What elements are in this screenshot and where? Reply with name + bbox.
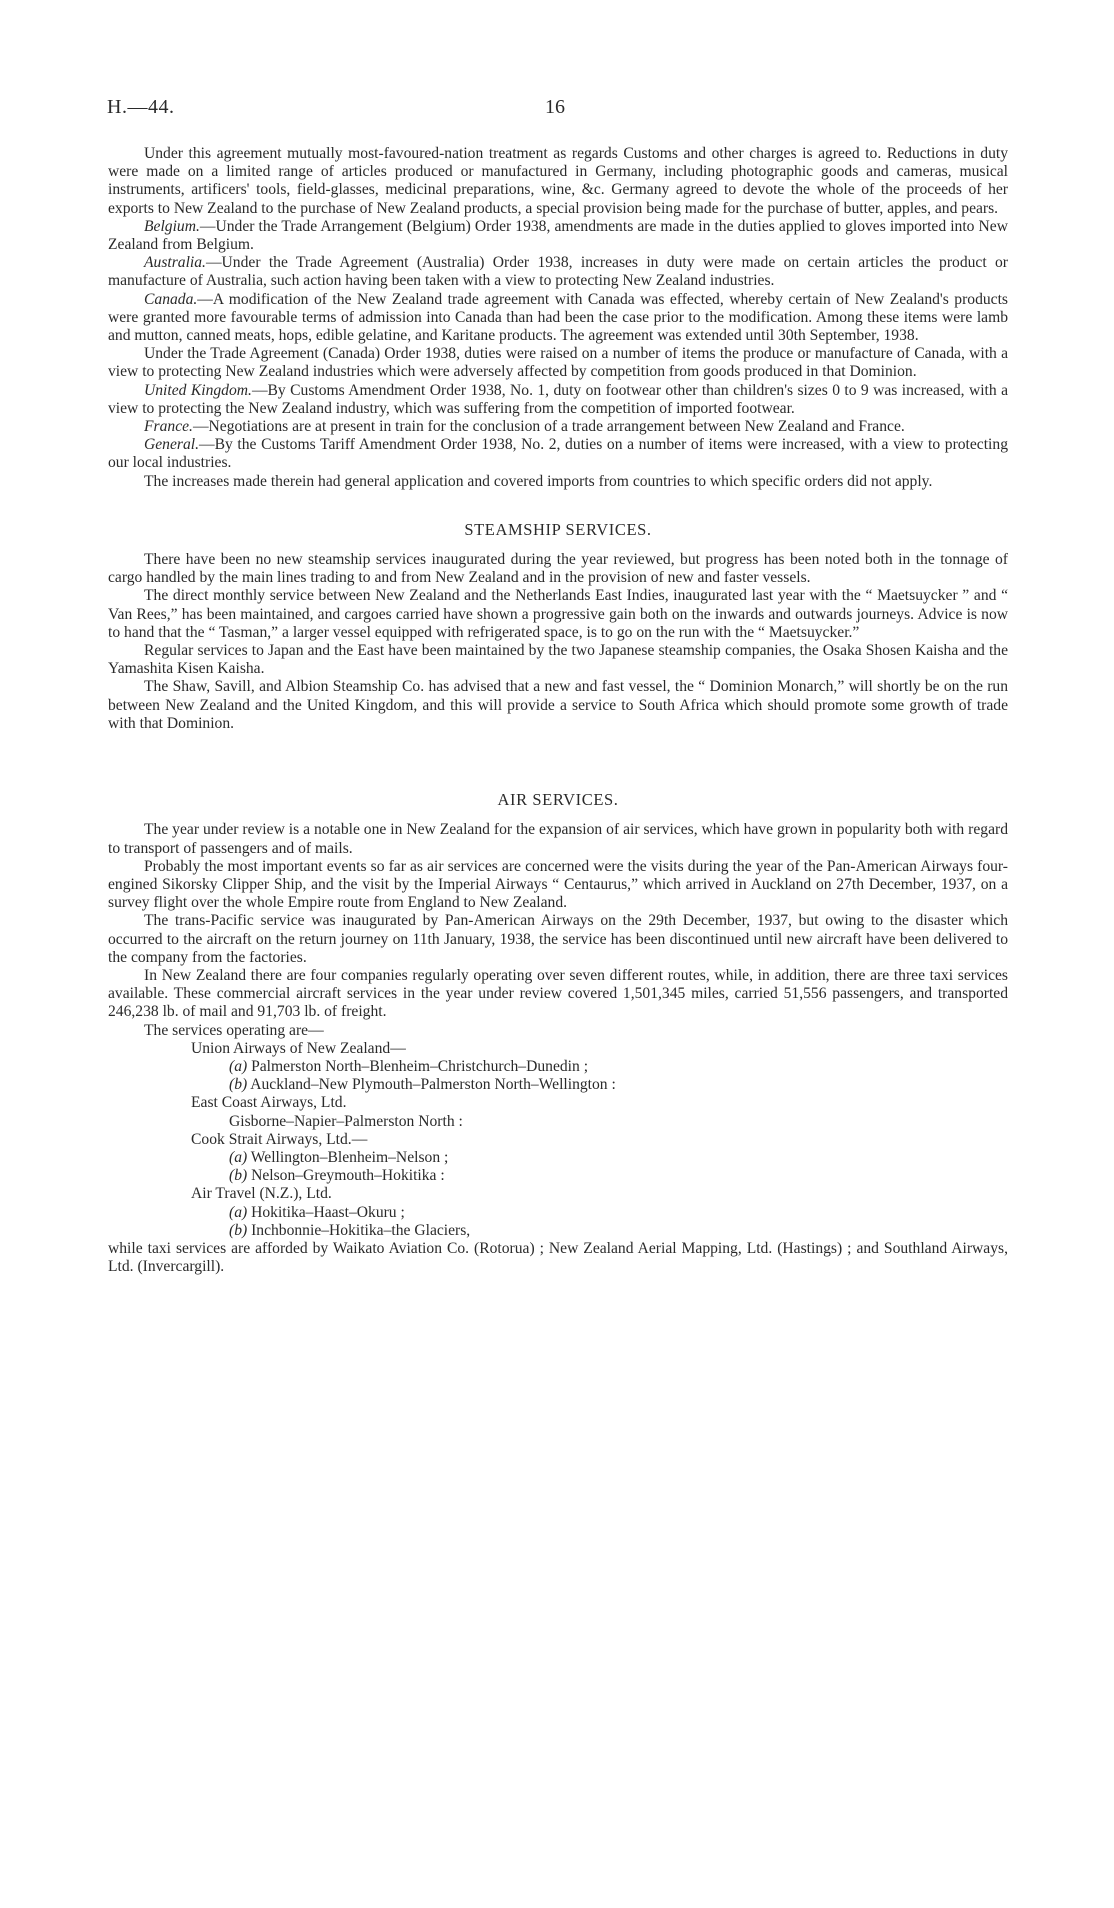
paragraph-canada [108, 291, 1008, 346]
route-item [108, 1204, 1008, 1222]
paragraph-australia [108, 254, 1008, 290]
paragraph-air-5: The services operating are— [144, 1021, 324, 1039]
route-text: Inchbonnie–Hokitika–the Glaciers, [247, 1221, 471, 1239]
route-text: Gisborne–Napier–Palmerston North : [229, 1112, 463, 1130]
route-item [108, 1149, 1008, 1167]
route-text: Nelson–Greymouth–Hokitika : [247, 1167, 445, 1185]
route-label: (b) [229, 1167, 248, 1185]
paragraph-air-4: In New Zealand there are four companies regularly operating over seven different routes, while, in addition, there are three taxi services available. These commercial aircraft services in the year under review covered 1,501,345 miles, carried 51,556 passengers, and transported 246,238 lb. of mail and 91,703 lb. of freight. [108, 966, 1008, 1021]
general-text: —By the Customs Tariff Amendment Order 1938, No. 2, duties on a number of items were increased, with a view to protecting our local industries. [108, 436, 1008, 472]
paragraph-belgium [108, 218, 1008, 254]
paragraph-general-increases: The increases made therein had general application and covered imports from countries to which specific orders did not apply. [144, 472, 933, 490]
route-label: (a) [229, 1203, 248, 1221]
route-item [108, 1113, 1008, 1131]
belgium-text: —Under the Trade Arrangement (Belgium) Order 1938, amendments are made in the duties applied to gloves imported into New Zealand from Belgium. [108, 217, 1008, 254]
paragraph-united-kingdom [108, 382, 1008, 418]
france-text: —Negotiations are at present in train for the conclusion of a trade arrangement between New Zealand and France. [192, 418, 905, 436]
section-heading-air: AIR SERVICES. [497, 790, 619, 810]
route-item [108, 1076, 1008, 1094]
france-heading: France. [144, 418, 193, 436]
canada-text: —A modification of the New Zealand trade agreement with Canada was effected, whereby certain of New Zealand's products were granted more favourable terms of admission into Canada than had been the case prior to the modification. Among these items were lamb and mutton, canned meats, hops, edible gelatine, and Karitane products. The agreement was extended until 30th September, 1938. [108, 290, 1008, 345]
paragraph-france [108, 418, 1008, 436]
route-text: Wellington–Blenheim–Nelson ; [247, 1148, 449, 1166]
route-text: Palmerston North–Blenheim–Christchurch–Dunedin ; [247, 1057, 589, 1075]
canada-heading: Canada. [144, 290, 198, 308]
uk-heading: United Kingdom. [144, 381, 252, 399]
paragraph-canada-order: Under the Trade Agreement (Canada) Order 1938, duties were raised on a number of items the produce or manufacture of Canada, with a view to protecting New Zealand industries which were adversely affected by competition from goods produced in that Dominion. [108, 345, 1008, 381]
paragraph-general [108, 436, 1008, 472]
route-label: (a) [229, 1148, 248, 1166]
company-east-coast-airways: East Coast Airways, Ltd. [191, 1094, 347, 1112]
route-label: (a) [229, 1057, 248, 1075]
paragraph-air-1: The year under review is a notable one in New Zealand for the expansion of air services, which have grown in popularity both with regard to transport of passengers and of mails. [108, 821, 1008, 857]
route-label: (b) [229, 1221, 248, 1239]
route-text: Auckland–New Plymouth–Palmerston North–Wellington : [247, 1076, 616, 1094]
document-body [108, 145, 1008, 1276]
paragraph-air-3: The trans-Pacific service was inaugurated by Pan-American Airways on the 29th December, 1937, but owing to the disaster which occurred to the aircraft on the return journey on 11th January, 1938, the service has been discontinued until new aircraft have been delivered to the company from the factories. [108, 912, 1008, 966]
route-text: Hokitika–Haast–Okuru ; [247, 1203, 405, 1221]
paragraph-steamship-2: The direct monthly service between New Zealand and the Netherlands East Indies, inaugurated last year with the “ Maetsuycker ” and “ Van Rees,” has been maintained, and cargoes carried have shown a progressive gain both on the inwards and outwards journeys. Advice is now to hand that the “ Tasman,” a larger vessel equipped with refrigerated space, is to go on the run with the “ Maetsuycker.” [108, 587, 1008, 641]
paragraph-steamship-4: The Shaw, Savill, and Albion Steamship Co. has advised that a new and fast vessel, the “ Dominion Monarch,” will shortly be on the run between New Zealand and the United Kingdom, and this will provide a service to South Africa which should promote some growth of trade with that Dominion. [108, 678, 1008, 732]
company-cook-strait-airways: Cook Strait Airways, Ltd.— [191, 1130, 368, 1148]
section-heading-steamship: STEAMSHIP SERVICES. [464, 519, 652, 539]
document-reference: H.—44. [107, 96, 175, 118]
air-services-list [108, 1040, 1008, 1240]
route-item [108, 1058, 1008, 1076]
route-item [108, 1167, 1008, 1185]
route-label: (b) [229, 1076, 248, 1094]
paragraph-steamship-1: There have been no new steamship services inaugurated during the year reviewed, but progress has been noted both in the tonnage of cargo handled by the main lines trading to and from New Zealand and in the provision of new and faster vessels. [108, 551, 1008, 587]
company-air-travel: Air Travel (N.Z.), Ltd. [191, 1185, 332, 1203]
paragraph-air-taxi-services: while taxi services are afforded by Waikato Aviation Co. (Rotorua) ; New Zealand Aerial Mapping, Ltd. (Hastings) ; and Southland Airways, Ltd. (Invercargill). [108, 1239, 1008, 1276]
uk-text: —By Customs Amendment Order 1938, No. 1, duty on footwear other than children's sizes 0 to 9 was increased, with a view to protecting the New Zealand industry, which was suffering from the competition of imported footwear. [108, 381, 1008, 417]
company-union-airways: Union Airways of New Zealand— [191, 1039, 406, 1057]
paragraph-air-2: Probably the most important events so far as air services are concerned were the visits during the year of the Pan-American Airways four-engined Sikorsky Clipper Ship, and the visit by the Imperial Airways “ Centaurus,” which arrived in Auckland on 27th December, 1937, on a survey flight over the whole Empire route from England to New Zealand. [108, 857, 1008, 912]
paragraph-germany-agreement: Under this agreement mutually most-favoured-nation treatment as regards Customs and other charges is agreed to. Reductions in duty were made on a limited range of articles produced or manufactured in Germany, including photographic goods and cameras, musical instruments, artificers' tools, field-glasses, medicinal preparations, wine, &c. Germany agreed to devote the whole of the proceeds of her exports to New Zealand to the purchase of New Zealand products, a special provision being made for the purchase of butter, apples, and pears. [108, 145, 1008, 217]
general-heading: General. [144, 436, 199, 454]
page-number: 16 [545, 96, 565, 118]
route-item [108, 1222, 1008, 1240]
australia-text: —Under the Trade Agreement (Australia) Order 1938, increases in duty were made on certain articles the product or manufacture of Australia, such action having been taken with a view to protecting New Zealand industries. [108, 254, 1008, 290]
belgium-heading: Belgium. [144, 217, 200, 235]
australia-heading: Australia. [144, 254, 206, 272]
paragraph-steamship-3: Regular services to Japan and the East have been maintained by the two Japanese steamship companies, the Osaka Shosen Kaisha and the Yamashita Kisen Kaisha. [108, 642, 1008, 678]
